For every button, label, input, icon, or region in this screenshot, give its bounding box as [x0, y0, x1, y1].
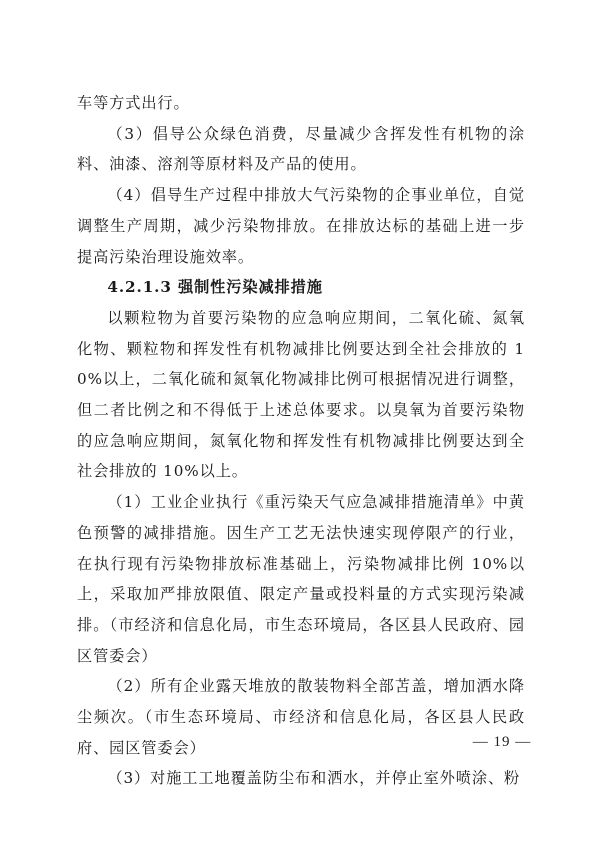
paragraph-measure-2-material-cover: （2）所有企业露天堆放的散装物料全部苫盖，增加洒水降尘频次。（市生态环境局、市经济和信息化局，各区县人民政府、园区管委会）: [77, 677, 525, 757]
paragraph-item-4-enterprise-adjustment: （4）倡导生产过程中排放大气污染物的企事业单位，自觉调整生产周期，减少污染物排放。在排放达标的基础上进一步提高污染治理设施效率。: [77, 186, 525, 266]
paragraph-item-3-green-consumption: （3）倡导公众绿色消费，尽量减少含挥发性有机物的涂料、油漆、溶剂等原材料及产品的使用。: [77, 124, 525, 174]
paragraph-section-intro: 以颗粒物为首要污染物的应急响应期间，二氧化硫、氮氧化物、颗粒物和挥发性有机物减排比例要达到全社会排放的 10%以上，二氧化硫和氮氧化物减排比例可根据情况进行调整，但二者比例之和不得低于上述总体要求。以臭氧为首要污染物的应急响应期间，氮氧化物和挥发性有机物减排比例要达到全社会排放的 10%以上。: [77, 308, 525, 481]
section-heading: 4.2.1.3 强制性污染减排措施: [107, 278, 323, 297]
paragraph-measure-3-construction: （3）对施工工地覆盖防尘布和洒水，并停止室外喷涂、粉: [107, 769, 521, 788]
paragraph-continuation: 车等方式出行。: [77, 94, 190, 112]
page-number: — 19 —: [472, 734, 532, 750]
page-content: [77, 88, 525, 794]
paragraph-measure-1-industrial: （1）工业企业执行《重污染天气应急减排措施清单》中黄色预警的减排措施。因生产工艺无法快速实现停限产的行业，在执行现有污染物排放标准基础上，污染物减排比例 10%以上，采取加严排放限值、限定产量或投料量的方式实现污染减排。（市经济和信息化局，市生态环境局，各区县人民政府、园区管委会）: [77, 493, 525, 665]
